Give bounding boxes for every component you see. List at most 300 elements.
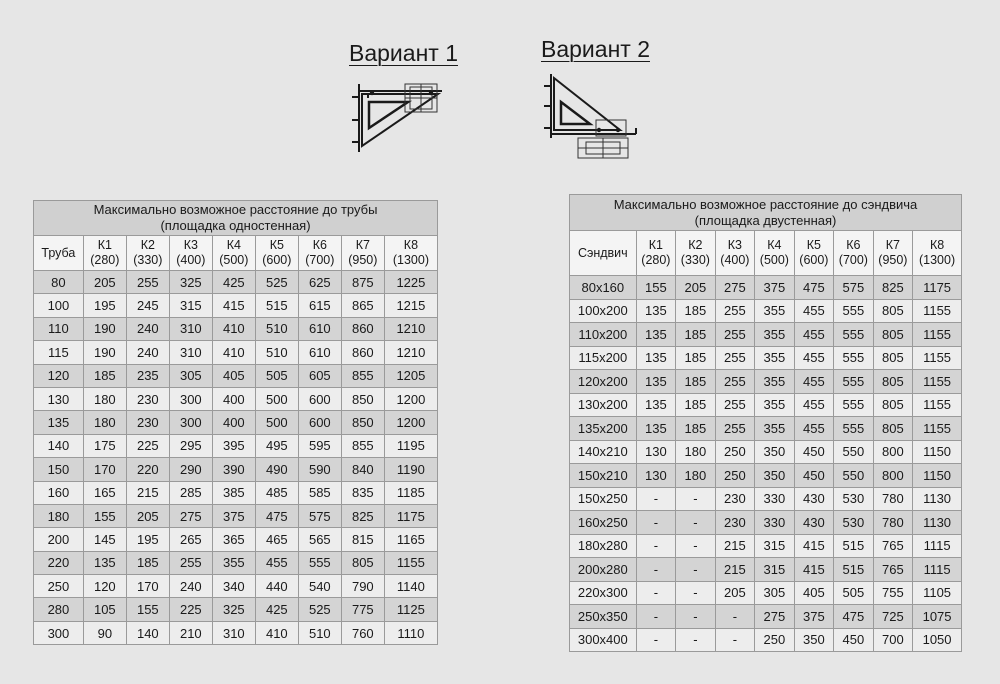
- sandwich-table-body: [570, 276, 962, 652]
- value-cell: 310: [169, 341, 212, 364]
- value-cell: 205: [676, 276, 716, 300]
- column-header: [169, 236, 212, 271]
- value-cell: 275: [169, 504, 212, 527]
- value-cell: 375: [212, 504, 255, 527]
- value-cell: 170: [126, 575, 169, 598]
- row-label-cell: 220x300: [570, 581, 637, 605]
- table-row: [34, 317, 438, 340]
- value-cell: 1175: [384, 504, 437, 527]
- value-cell: 455: [794, 393, 834, 417]
- value-cell: 455: [255, 551, 298, 574]
- value-cell: 475: [255, 504, 298, 527]
- value-cell: 565: [298, 528, 341, 551]
- value-cell: 185: [126, 551, 169, 574]
- column-code: К3: [727, 238, 742, 252]
- value-cell: 515: [255, 294, 298, 317]
- column-code: К5: [806, 238, 821, 252]
- value-cell: 275: [715, 276, 755, 300]
- bracket-variant-2-drawing: [540, 72, 640, 160]
- bracket-variant-1-drawing: [348, 82, 448, 156]
- value-cell: 805: [873, 299, 913, 323]
- value-cell: 405: [212, 364, 255, 387]
- column-code: К6: [846, 238, 861, 252]
- column-code: К2: [140, 238, 155, 252]
- column-length: (600): [799, 253, 829, 267]
- value-cell: 315: [755, 534, 795, 558]
- value-cell: 515: [834, 558, 874, 582]
- value-cell: 1075: [913, 605, 962, 629]
- value-cell: 315: [169, 294, 212, 317]
- value-cell: 235: [126, 364, 169, 387]
- value-cell: 555: [298, 551, 341, 574]
- column-length: (500): [759, 253, 789, 267]
- value-cell: 525: [298, 598, 341, 621]
- value-cell: 395: [212, 434, 255, 457]
- value-cell: 510: [255, 317, 298, 340]
- value-cell: 300: [169, 387, 212, 410]
- value-cell: -: [636, 605, 676, 629]
- table-row: [34, 504, 438, 527]
- column-code: К4: [767, 238, 782, 252]
- value-cell: 290: [169, 458, 212, 481]
- value-cell: 425: [255, 598, 298, 621]
- value-cell: 170: [83, 458, 126, 481]
- value-cell: -: [676, 581, 716, 605]
- value-cell: 250: [715, 440, 755, 464]
- table-row: [34, 387, 438, 410]
- value-cell: 1050: [913, 628, 962, 652]
- value-cell: 230: [715, 487, 755, 511]
- row-label-cell: 200x280: [570, 558, 637, 582]
- value-cell: 575: [834, 276, 874, 300]
- value-cell: 355: [755, 299, 795, 323]
- value-cell: 610: [298, 341, 341, 364]
- value-cell: 325: [169, 271, 212, 294]
- value-cell: 625: [298, 271, 341, 294]
- column-header: [83, 236, 126, 271]
- value-cell: 530: [834, 487, 874, 511]
- column-code: К4: [226, 238, 241, 252]
- value-cell: 255: [715, 346, 755, 370]
- value-cell: 825: [341, 504, 384, 527]
- value-cell: 780: [873, 511, 913, 535]
- value-cell: 215: [715, 534, 755, 558]
- value-cell: 90: [83, 621, 126, 644]
- value-cell: 555: [834, 346, 874, 370]
- caption-line-1: Максимально возможное расстояние до трубы: [93, 202, 378, 217]
- value-cell: 805: [873, 346, 913, 370]
- row-label-cell: 100x200: [570, 299, 637, 323]
- value-cell: 455: [794, 370, 834, 394]
- value-cell: -: [636, 628, 676, 652]
- value-cell: 245: [126, 294, 169, 317]
- value-cell: 240: [126, 317, 169, 340]
- value-cell: 430: [794, 487, 834, 511]
- table-row: [570, 464, 962, 488]
- value-cell: 840: [341, 458, 384, 481]
- value-cell: 450: [794, 464, 834, 488]
- value-cell: 765: [873, 558, 913, 582]
- value-cell: 510: [255, 341, 298, 364]
- table-row: [34, 575, 438, 598]
- value-cell: 185: [676, 346, 716, 370]
- row-label-cell: 150: [34, 458, 84, 481]
- row-label-cell: 150x210: [570, 464, 637, 488]
- value-cell: 855: [341, 364, 384, 387]
- value-cell: 1150: [913, 464, 962, 488]
- value-cell: 410: [212, 341, 255, 364]
- value-cell: 1155: [384, 551, 437, 574]
- value-cell: 555: [834, 299, 874, 323]
- table-row: [570, 558, 962, 582]
- value-cell: 285: [169, 481, 212, 504]
- value-cell: 1125: [384, 598, 437, 621]
- value-cell: 780: [873, 487, 913, 511]
- value-cell: 605: [298, 364, 341, 387]
- table-row: [570, 581, 962, 605]
- value-cell: 1210: [384, 341, 437, 364]
- value-cell: 455: [794, 346, 834, 370]
- value-cell: 495: [255, 434, 298, 457]
- table-row: [34, 434, 438, 457]
- column-code: К8: [929, 238, 945, 252]
- column-code: К2: [688, 238, 703, 252]
- value-cell: 355: [755, 346, 795, 370]
- column-length: (950): [878, 253, 908, 267]
- row-label-cell: 200: [34, 528, 84, 551]
- table-row: [570, 628, 962, 652]
- value-cell: 255: [715, 417, 755, 441]
- pipe-table-caption: [34, 201, 438, 236]
- value-cell: 105: [83, 598, 126, 621]
- value-cell: 205: [83, 271, 126, 294]
- column-length: (400): [176, 253, 206, 267]
- column-length: (700): [838, 253, 868, 267]
- column-header: [676, 231, 716, 276]
- value-cell: 390: [212, 458, 255, 481]
- table-row: [570, 534, 962, 558]
- pipe-distance-table: [33, 200, 438, 645]
- value-cell: 155: [83, 504, 126, 527]
- value-cell: 805: [341, 551, 384, 574]
- table-row: [34, 551, 438, 574]
- value-cell: 800: [873, 464, 913, 488]
- table-row: [34, 364, 438, 387]
- table-row: [570, 440, 962, 464]
- value-cell: 230: [126, 411, 169, 434]
- row-header-cell: Сэндвич: [570, 231, 637, 276]
- value-cell: 550: [834, 464, 874, 488]
- column-header: [794, 231, 834, 276]
- value-cell: 415: [212, 294, 255, 317]
- value-cell: 555: [834, 393, 874, 417]
- value-cell: 1155: [913, 299, 962, 323]
- value-cell: 185: [676, 393, 716, 417]
- column-header: [834, 231, 874, 276]
- value-cell: 225: [169, 598, 212, 621]
- row-label-cell: 120: [34, 364, 84, 387]
- value-cell: -: [676, 628, 716, 652]
- value-cell: 860: [341, 317, 384, 340]
- value-cell: 330: [755, 487, 795, 511]
- column-header: [126, 236, 169, 271]
- table-row: [570, 393, 962, 417]
- value-cell: 590: [298, 458, 341, 481]
- value-cell: 365: [212, 528, 255, 551]
- value-cell: 500: [255, 387, 298, 410]
- value-cell: 805: [873, 393, 913, 417]
- row-label-cell: 140x210: [570, 440, 637, 464]
- table-row: [34, 458, 438, 481]
- value-cell: 135: [636, 323, 676, 347]
- value-cell: 1155: [913, 417, 962, 441]
- value-cell: 1155: [913, 323, 962, 347]
- value-cell: 855: [341, 434, 384, 457]
- value-cell: 505: [255, 364, 298, 387]
- value-cell: 165: [83, 481, 126, 504]
- value-cell: 1155: [913, 346, 962, 370]
- value-cell: 220: [126, 458, 169, 481]
- value-cell: 1140: [384, 575, 437, 598]
- value-cell: 540: [298, 575, 341, 598]
- value-cell: 440: [255, 575, 298, 598]
- value-cell: -: [636, 534, 676, 558]
- value-cell: 485: [255, 481, 298, 504]
- value-cell: 185: [676, 299, 716, 323]
- value-cell: 180: [83, 411, 126, 434]
- value-cell: 465: [255, 528, 298, 551]
- value-cell: 1205: [384, 364, 437, 387]
- value-cell: 505: [834, 581, 874, 605]
- value-cell: 310: [212, 621, 255, 644]
- value-cell: 250: [715, 464, 755, 488]
- value-cell: 1115: [913, 558, 962, 582]
- row-label-cell: 250x350: [570, 605, 637, 629]
- caption-line-1: Максимально возможное расстояние до сэндвича: [613, 196, 918, 212]
- value-cell: 475: [834, 605, 874, 629]
- value-cell: 350: [755, 464, 795, 488]
- value-cell: 215: [126, 481, 169, 504]
- pipe-table-body: [34, 271, 438, 645]
- value-cell: 255: [715, 323, 755, 347]
- value-cell: -: [636, 558, 676, 582]
- row-label-cell: 120x200: [570, 370, 637, 394]
- variant-1-title: Вариант 1: [349, 40, 458, 66]
- value-cell: 180: [83, 387, 126, 410]
- row-label-cell: 180x280: [570, 534, 637, 558]
- value-cell: 1175: [913, 276, 962, 300]
- value-cell: 760: [341, 621, 384, 644]
- value-cell: 205: [126, 504, 169, 527]
- value-cell: 1130: [913, 487, 962, 511]
- value-cell: 525: [255, 271, 298, 294]
- column-code: К7: [355, 238, 370, 252]
- column-length: (700): [305, 253, 335, 267]
- value-cell: -: [676, 558, 716, 582]
- table-row: [34, 341, 438, 364]
- row-label-cell: 110x200: [570, 323, 637, 347]
- value-cell: 135: [636, 370, 676, 394]
- table-row: [34, 621, 438, 644]
- column-header: [384, 236, 437, 271]
- value-cell: 250: [755, 628, 795, 652]
- value-cell: 330: [755, 511, 795, 535]
- row-label-cell: 180: [34, 504, 84, 527]
- value-cell: 850: [341, 411, 384, 434]
- value-cell: 555: [834, 323, 874, 347]
- value-cell: 230: [126, 387, 169, 410]
- value-cell: 175: [83, 434, 126, 457]
- value-cell: 355: [755, 370, 795, 394]
- row-label-cell: 110: [34, 317, 84, 340]
- value-cell: -: [676, 534, 716, 558]
- value-cell: 255: [126, 271, 169, 294]
- column-code: К6: [312, 238, 327, 252]
- value-cell: 550: [834, 440, 874, 464]
- value-cell: 135: [83, 551, 126, 574]
- value-cell: 350: [755, 440, 795, 464]
- value-cell: 530: [834, 511, 874, 535]
- value-cell: 1190: [384, 458, 437, 481]
- value-cell: 815: [341, 528, 384, 551]
- value-cell: 195: [126, 528, 169, 551]
- value-cell: 350: [794, 628, 834, 652]
- value-cell: 755: [873, 581, 913, 605]
- value-cell: 825: [873, 276, 913, 300]
- value-cell: 180: [676, 464, 716, 488]
- value-cell: 255: [715, 393, 755, 417]
- column-header: [212, 236, 255, 271]
- row-label-cell: 160: [34, 481, 84, 504]
- value-cell: 415: [794, 534, 834, 558]
- value-cell: 305: [169, 364, 212, 387]
- column-header: [755, 231, 795, 276]
- column-code: К3: [183, 238, 198, 252]
- row-label-cell: 140: [34, 434, 84, 457]
- value-cell: 185: [83, 364, 126, 387]
- value-cell: -: [636, 511, 676, 535]
- value-cell: 500: [255, 411, 298, 434]
- value-cell: 1115: [913, 534, 962, 558]
- value-cell: 410: [212, 317, 255, 340]
- value-cell: 190: [83, 341, 126, 364]
- value-cell: 700: [873, 628, 913, 652]
- column-code: К1: [648, 238, 663, 252]
- column-header: [636, 231, 676, 276]
- row-label-cell: 150x250: [570, 487, 637, 511]
- row-label-cell: 115: [34, 341, 84, 364]
- row-label-cell: 130x200: [570, 393, 637, 417]
- value-cell: 575: [298, 504, 341, 527]
- value-cell: 805: [873, 417, 913, 441]
- value-cell: 255: [169, 551, 212, 574]
- table-row: [570, 417, 962, 441]
- column-header: [715, 231, 755, 276]
- column-header: [255, 236, 298, 271]
- value-cell: 610: [298, 317, 341, 340]
- value-cell: 275: [755, 605, 795, 629]
- column-header: [913, 231, 962, 276]
- value-cell: 455: [794, 417, 834, 441]
- table-row: [34, 294, 438, 317]
- value-cell: 1185: [384, 481, 437, 504]
- value-cell: 600: [298, 411, 341, 434]
- value-cell: 185: [676, 370, 716, 394]
- value-cell: 775: [341, 598, 384, 621]
- value-cell: 425: [212, 271, 255, 294]
- row-label-cell: 115x200: [570, 346, 637, 370]
- column-length: (500): [219, 253, 249, 267]
- value-cell: 1200: [384, 387, 437, 410]
- value-cell: 805: [873, 323, 913, 347]
- value-cell: 205: [715, 581, 755, 605]
- row-label-cell: 135: [34, 411, 84, 434]
- column-header: [873, 231, 913, 276]
- value-cell: 430: [794, 511, 834, 535]
- caption-line-2: (площадка одностенная): [160, 218, 311, 233]
- value-cell: 355: [755, 417, 795, 441]
- sandwich-distance-table: [569, 194, 962, 652]
- value-cell: -: [676, 487, 716, 511]
- value-cell: 860: [341, 341, 384, 364]
- value-cell: 135: [636, 346, 676, 370]
- value-cell: 130: [636, 440, 676, 464]
- value-cell: 1225: [384, 271, 437, 294]
- value-cell: 850: [341, 387, 384, 410]
- value-cell: 180: [676, 440, 716, 464]
- value-cell: 1130: [913, 511, 962, 535]
- row-label-cell: 300x400: [570, 628, 637, 652]
- value-cell: -: [636, 581, 676, 605]
- column-length: (1300): [918, 253, 956, 267]
- value-cell: 155: [126, 598, 169, 621]
- value-cell: -: [676, 605, 716, 629]
- row-label-cell: 250: [34, 575, 84, 598]
- column-length: (600): [262, 253, 292, 267]
- value-cell: 1165: [384, 528, 437, 551]
- value-cell: 130: [636, 464, 676, 488]
- row-label-cell: 135x200: [570, 417, 637, 441]
- value-cell: 385: [212, 481, 255, 504]
- variant-2-title: Вариант 2: [541, 36, 650, 62]
- row-label-cell: 130: [34, 387, 84, 410]
- value-cell: 1105: [913, 581, 962, 605]
- value-cell: 325: [212, 598, 255, 621]
- value-cell: 185: [676, 417, 716, 441]
- value-cell: 415: [794, 558, 834, 582]
- value-cell: -: [636, 487, 676, 511]
- column-length: (400): [720, 253, 750, 267]
- table-row: [34, 528, 438, 551]
- table-row: [34, 598, 438, 621]
- table-row: [570, 323, 962, 347]
- value-cell: 1195: [384, 434, 437, 457]
- value-cell: 355: [755, 323, 795, 347]
- value-cell: 475: [794, 276, 834, 300]
- value-cell: 135: [636, 299, 676, 323]
- value-cell: 455: [794, 299, 834, 323]
- value-cell: 400: [212, 387, 255, 410]
- column-header: [298, 236, 341, 271]
- column-length: (950): [348, 253, 378, 267]
- value-cell: 865: [341, 294, 384, 317]
- row-label-cell: 280: [34, 598, 84, 621]
- column-length: (280): [90, 253, 120, 267]
- value-cell: 195: [83, 294, 126, 317]
- table-row: [34, 271, 438, 294]
- value-cell: 295: [169, 434, 212, 457]
- value-cell: -: [715, 605, 755, 629]
